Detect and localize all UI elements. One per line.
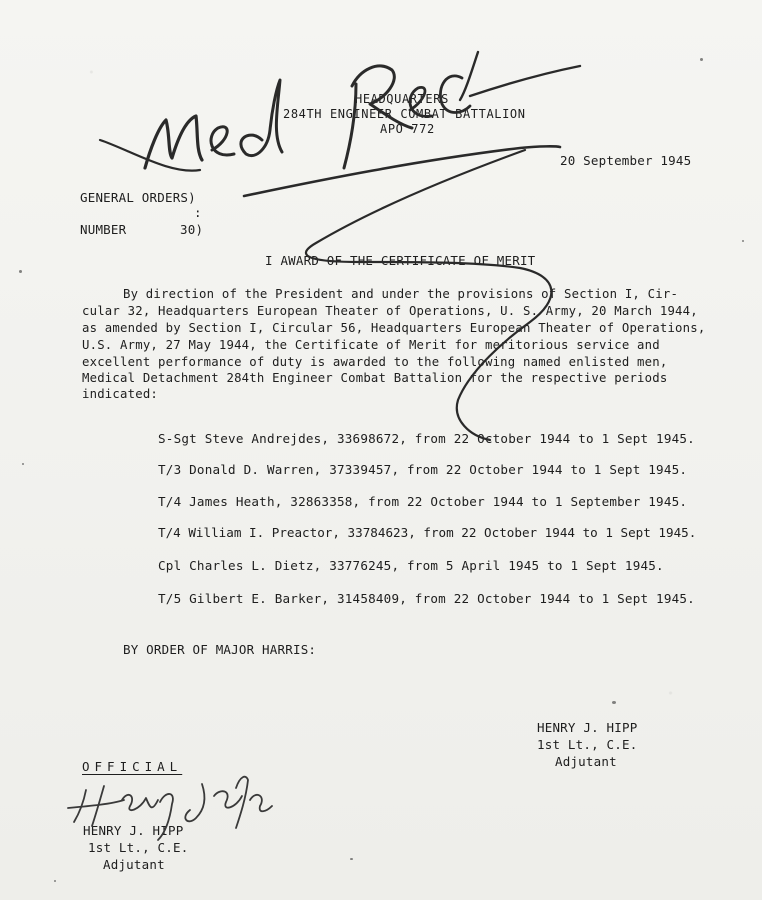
body-line: By direction of the President and under the provisions of Section I, Cir- <box>123 287 679 301</box>
section-title: I AWARD OF THE CERTIFICATE OF MERIT <box>265 253 536 268</box>
signer-name: HENRY J. HIPP <box>537 720 638 735</box>
list-item: T/5 Gilbert E. Barker, 31458409, from 22 October 1944 to 1 Sept 1945. <box>158 591 695 606</box>
signer-rank: 1st Lt., C.E. <box>537 737 638 752</box>
noise-speck <box>350 858 353 860</box>
official-title: Adjutant <box>103 857 165 872</box>
signer-title: Adjutant <box>555 754 617 769</box>
list-item: Cpl Charles L. Dietz, 33776245, from 5 April 1945 to 1 Sept 1945. <box>158 558 664 573</box>
header-line-1: HEADQUARTERS <box>355 92 449 106</box>
body-line: U.S. Army, 27 May 1944, the Certificate of Merit for meritorious service and <box>82 338 660 352</box>
by-order-line: BY ORDER OF MAJOR HARRIS: <box>123 642 317 657</box>
list-item: T/4 James Heath, 32863358, from 22 October 1944 to 1 September 1945. <box>158 494 688 509</box>
body-line: indicated: <box>82 387 159 401</box>
official-rank: 1st Lt., C.E. <box>88 840 189 855</box>
header-line-2: 284TH ENGINEER COMBAT BATTALION <box>283 107 526 121</box>
list-item: T/3 Donald D. Warren, 37339457, from 22 October 1944 to 1 Sept 1945. <box>158 462 688 477</box>
noise-speck <box>54 880 56 882</box>
body-line: cular 32, Headquarters European Theater of Operations, U. S. Army, 20 March 1944, <box>82 304 698 318</box>
list-item: T/4 William I. Preactor, 33784623, from 22 October 1944 to 1 Sept 1945. <box>158 525 697 540</box>
header-line-3: APO 772 <box>380 122 435 136</box>
official-label: OFFICIAL <box>82 759 183 774</box>
body-line: excellent performance of duty is awarded to the following named enlisted men, <box>82 355 668 369</box>
number-label: NUMBER <box>80 222 127 237</box>
body-line: as amended by Section I, Circular 56, Headquarters European Theater of Operations, <box>82 321 706 335</box>
general-orders-colon: : <box>194 205 202 220</box>
noise-speck <box>612 701 616 704</box>
official-name: HENRY J. HIPP <box>83 823 184 838</box>
noise-speck <box>19 270 22 273</box>
general-orders-label: GENERAL ORDERS) <box>80 190 196 205</box>
document-date: 20 September 1945 <box>560 153 692 168</box>
noise-speck <box>22 463 24 465</box>
number-value: 30) <box>180 222 204 237</box>
noise-speck <box>742 240 744 242</box>
body-line: Medical Detachment 284th Engineer Combat Battalion for the respective periods <box>82 371 668 385</box>
noise-speck <box>700 58 703 61</box>
list-item: S-Sgt Steve Andrejdes, 33698672, from 22 October 1944 to 1 Sept 1945. <box>158 431 695 446</box>
